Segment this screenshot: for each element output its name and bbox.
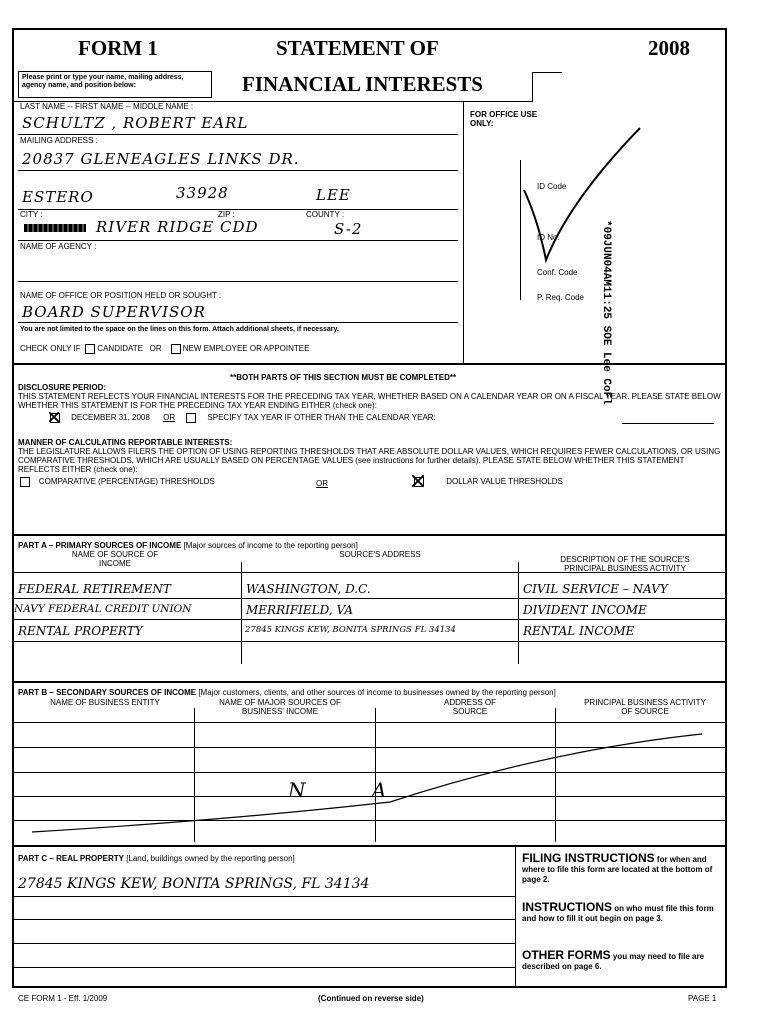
agency-value[interactable]: RIVER RIDGE CDD: [96, 218, 259, 236]
part-a-row3-name[interactable]: RENTAL PROPERTY: [18, 624, 143, 638]
part-a-row3-line: [12, 641, 727, 642]
county-value[interactable]: LEE: [316, 186, 351, 204]
comparative-label: COMPARATIVE (PERCENTAGE) THRESHOLDS: [38, 477, 215, 487]
part-c-line4: [12, 967, 515, 968]
part-a-col3: DESCRIPTION OF THE SOURCE'S PRINCIPAL BUSINESS ACTIVITY: [560, 555, 690, 573]
part-a-row1-name[interactable]: FEDERAL RETIREMENT: [18, 582, 171, 596]
part-b-heading-row: [18, 688, 556, 697]
part-a-col2: SOURCE'S ADDRESS: [339, 550, 421, 559]
part-a-row2-line: [12, 619, 727, 620]
print-instruction: Please print or type your name, mailing address, agency name, and position below:: [22, 74, 184, 89]
part-c-row1[interactable]: 27845 KINGS KEW, BONITA SPRINGS, FL 34134: [18, 876, 370, 892]
checkmark-icon: [520, 120, 660, 270]
threshold-row: [20, 477, 215, 487]
part-b-col1: NAME OF BUSINESS ENTITY: [50, 698, 160, 707]
part-a-row3-address[interactable]: 27845 KINGS KEW, BONITA SPRINGS FL 34134: [245, 625, 456, 635]
part-b-col3: ADDRESS OF SOURCE: [443, 698, 496, 716]
disclosure-divider: [12, 363, 727, 365]
dollar-label: DOLLAR VALUE THRESHOLDS: [446, 477, 563, 487]
office-label: NAME OF OFFICE OR POSITION HELD OR SOUGHT :: [20, 291, 222, 300]
part-a-row2-address[interactable]: MERRIFIELD, VA: [246, 603, 353, 617]
part-b-entry[interactable]: N A: [288, 778, 417, 802]
city-value[interactable]: ESTERO: [22, 188, 94, 206]
address-line: [18, 170, 458, 171]
threshold-or: OR: [316, 479, 328, 488]
period-heading: DISCLOSURE PERIOD:: [18, 383, 107, 392]
title-bracket-top: [532, 72, 562, 73]
office-use-label: FOR OFFICE USE ONLY:: [470, 110, 538, 128]
footer-form-id: CE FORM 1 - Eff. 1/2009: [18, 994, 108, 1003]
who-must-file-instructions: [522, 902, 720, 924]
city-line: [18, 209, 458, 210]
specify-year-line: [622, 423, 714, 424]
part-c-heading: PART C – REAL PROPERTY: [18, 854, 124, 863]
part-c-line1: [12, 896, 515, 897]
new-employee-checkbox[interactable]: [171, 344, 181, 354]
space-note: You are not limited to the space on the lines on this form. Attach additional sheets, if necessary.: [20, 326, 339, 333]
footer-continued: (Continued on reverse side): [318, 994, 424, 1003]
print-instruction-box: [18, 71, 212, 98]
name-line: [18, 134, 458, 135]
crossed-out-text: [24, 224, 86, 232]
part-a-row1-activity[interactable]: CIVIL SERVICE – NAVY: [523, 582, 668, 596]
candidate-checkbox[interactable]: [85, 344, 95, 354]
form-title-line2: FINANCIAL INTERESTS: [242, 72, 483, 96]
footer-page: PAGE 1: [688, 994, 717, 1003]
part-c-line3: [12, 943, 515, 944]
agency-line: [18, 240, 458, 241]
county-label: COUNTY :: [306, 210, 345, 219]
dollar-checkbox[interactable]: [414, 477, 424, 487]
new-employee-label: NEW EMPLOYEE OR APPOINTEE: [182, 344, 310, 354]
part-a-row2-name[interactable]: NAVY FEDERAL CREDIT UNION: [14, 603, 192, 615]
candidate-label: CANDIDATE: [97, 344, 143, 354]
id-no-label: ID No.: [537, 233, 560, 242]
dec-checkbox[interactable]: [50, 413, 60, 423]
part-a-vline2: [518, 562, 519, 664]
p-req-code-label: P. Req. Code: [537, 293, 584, 302]
part-b-col4: PRINCIPAL BUSINESS ACTIVITY OF SOURCE: [584, 698, 706, 716]
part-b-note: [Major customers, clients, and other sources of income to businesses owned by the reporting person]: [198, 688, 556, 697]
instructions-text: on who must file this form and how to fill it out begin on page 3.: [522, 904, 714, 923]
check-only-label: CHECK ONLY IF: [20, 344, 81, 354]
both-parts-note: **BOTH PARTS OF THIS SECTION MUST BE COMPLETED**: [230, 373, 457, 382]
part-a-heading-row: [18, 541, 358, 550]
city-label: CITY :: [20, 210, 43, 219]
name-label: LAST NAME -- FIRST NAME -- MIDDLE NAME :: [20, 102, 194, 111]
address-value[interactable]: 20837 GLENEAGLES LINKS DR.: [22, 150, 300, 168]
specify-option-label: SPECIFY TAX YEAR IF OTHER THAN THE CALENDAR YEAR:: [207, 413, 436, 423]
part-c-divider: [12, 845, 727, 847]
dec-option-row: [50, 413, 436, 423]
other-forms-title: OTHER FORMS: [522, 948, 611, 962]
part-a-vline1: [241, 562, 242, 664]
zip-label: ZIP :: [218, 210, 235, 219]
received-stamp: *09JUN04AM11:25 SOE Lee CoFl: [600, 220, 612, 405]
zip-value[interactable]: 33928: [176, 184, 229, 202]
part-a-row1-address[interactable]: WASHINGTON, D.C.: [246, 582, 371, 596]
part-b-divider: [12, 681, 727, 683]
office-line: [18, 322, 458, 323]
filing-instructions-text: for when and where to file this form are located at the bottom of page 2.: [522, 855, 713, 884]
filing-instructions: [522, 853, 720, 885]
period-text: THIS STATEMENT REFLECTS YOUR FINANCIAL INTERESTS FOR THE PRECEDING TAX YEAR, WHETHER BASED ON A CALENDAR YEAR OR ON A FISCAL YEAR. PLEASE STATE BELOW WHETHER THIS STATEMENT IS FOR THE PRECEDING TAX YEAR ENDING EITHER (check one):: [18, 392, 721, 410]
title-bracket: [532, 72, 533, 102]
strike-line: [30, 720, 710, 840]
dollar-row: [414, 477, 563, 487]
part-c-note: [Land, buildings owned by the reporting person]: [126, 854, 295, 863]
other-forms: [522, 950, 720, 972]
instructions-divider: [515, 845, 516, 988]
other-forms-text: you may need to file are described on page 6.: [522, 952, 705, 971]
agency-extra[interactable]: S-2: [334, 220, 363, 238]
office-column-divider: [463, 101, 464, 363]
instructions-title: INSTRUCTIONS: [522, 900, 612, 914]
candidate-or: OR: [149, 344, 162, 354]
dec-or: OR: [163, 413, 176, 423]
part-a-col1: NAME OF SOURCE OF INCOME: [71, 550, 159, 568]
part-a-note: [Major sources of income to the reporting person]: [183, 541, 358, 550]
part-c-line2: [12, 919, 515, 920]
part-b-col2: NAME OF MAJOR SOURCES OF BUSINESS' INCOME: [219, 698, 341, 716]
manner-text: THE LEGISLATURE ALLOWS FILERS THE OPTION OF USING REPORTING THRESHOLDS THAT ARE ABSOLUTE DOLLAR VALUES, WHICH REQUIRES FEWER CALCULATIONS, OR USING COMPARATIVE THRESHOLDS, WHICH ARE USUALLY BASED ON PERCENTAGE VALUES (see instructions for further details). PLEASE STATE BELOW WHETHER THIS STATEMENT REFLECTS EITHER (check one):: [18, 447, 721, 474]
filing-instructions-title: FILING INSTRUCTIONS: [522, 851, 655, 865]
part-a-heading: PART A – PRIMARY SOURCES OF INCOME: [18, 541, 182, 550]
specify-checkbox[interactable]: [186, 413, 196, 423]
conf-code-label: Conf. Code: [537, 268, 578, 277]
address-label: MAILING ADDRESS :: [20, 136, 98, 145]
dec-option-label: DECEMBER 31, 2008: [71, 413, 150, 423]
name-value[interactable]: SCHULTZ , ROBERT EARL: [22, 114, 249, 132]
check-only-row: [20, 344, 309, 354]
office-value[interactable]: BOARD SUPERVISOR: [22, 303, 206, 321]
id-code-label: ID Code: [537, 182, 567, 191]
comparative-checkbox[interactable]: [20, 477, 30, 487]
form-title-line1: STATEMENT OF: [276, 36, 439, 60]
form-number: FORM 1: [78, 36, 158, 60]
part-a-row2-activity[interactable]: DIVIDENT INCOME: [523, 603, 647, 617]
part-a-row1-line: [12, 598, 727, 599]
part-b-heading: PART B – SECONDARY SOURCES OF INCOME: [18, 688, 197, 697]
part-c-heading-row: [18, 854, 295, 863]
part-a-divider: [12, 534, 727, 536]
manner-heading: MANNER OF CALCULATING REPORTABLE INTERESTS:: [18, 438, 233, 447]
form-year: 2008: [648, 36, 690, 60]
agency-label: NAME OF AGENCY :: [20, 242, 97, 251]
agency-blank-line: [18, 281, 458, 282]
part-a-header-line: [12, 572, 727, 573]
part-a-row3-activity[interactable]: RENTAL INCOME: [523, 624, 635, 638]
